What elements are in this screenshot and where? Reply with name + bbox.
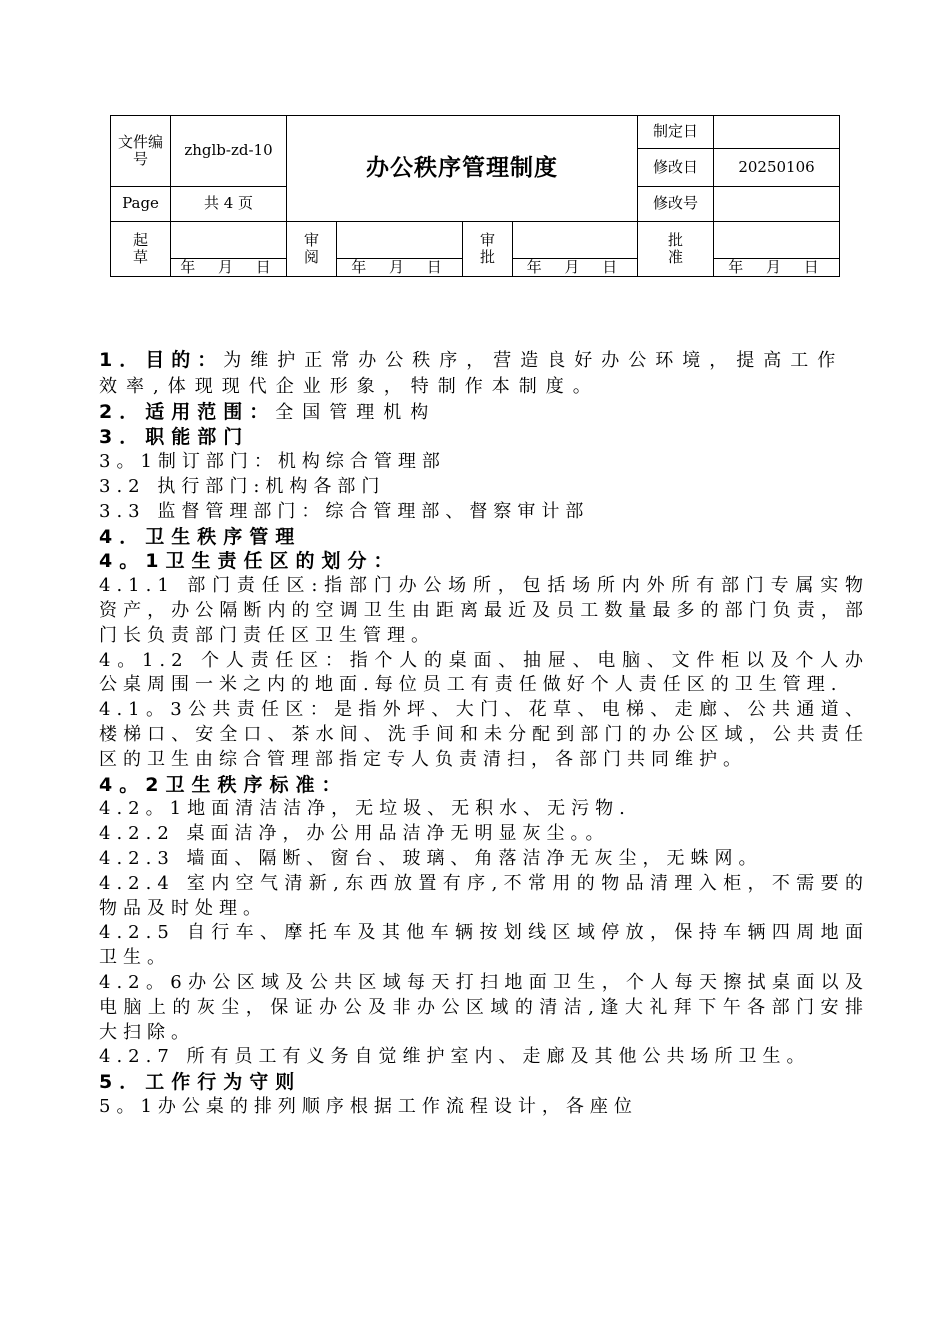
created-date-value bbox=[714, 116, 840, 149]
section-heading bbox=[99, 348, 869, 400]
section-heading bbox=[99, 400, 869, 426]
heading-rest: 全国管理机构 bbox=[275, 401, 438, 423]
revised-date-label: 修改日 bbox=[638, 149, 714, 187]
paragraph: 4.2.4 室内空气清新,东西放置有序,不常用的物品清理入柜，不需要的物品及时处理。 bbox=[99, 872, 869, 919]
paragraph: 4。1.2 个人责任区：指个人的桌面、抽屉、电脑、文件柜以及个人办公桌周围一米之内的地面.每位员工有责任做好个人责任区的卫生管理. bbox=[99, 649, 869, 696]
ratify-date: 年 月 日 bbox=[714, 259, 840, 277]
paragraph: 4.2。6办公区域及公共区域每天打扫地面卫生，个人每天擦拭桌面以及电脑上的灰尘，保证办公及非办公区域的清洁,逢大礼拜下午各部门安排大扫除。 bbox=[99, 971, 869, 1043]
paragraph: 4.2.2 桌面洁净，办公用品洁净无明显灰尘。。 bbox=[99, 823, 610, 845]
draft-label bbox=[111, 222, 171, 277]
paragraph: 4.2.5 自行车、摩托车及其他车辆按划线区域停放，保持车辆四周地面卫生。 bbox=[99, 922, 869, 969]
section-heading bbox=[99, 1070, 869, 1095]
draft-date: 年 月 日 bbox=[171, 259, 287, 277]
heading-text: 4。2卫生秩序标准： bbox=[99, 773, 348, 796]
paragraph: 5。1办公桌的排列顺序根据工作流程设计，各座位 bbox=[99, 1095, 638, 1117]
section-heading bbox=[99, 773, 869, 798]
heading-text: 4．卫生秩序管理 bbox=[99, 525, 302, 548]
document-header-table bbox=[110, 115, 840, 277]
paragraph: 4.2.7 所有员工有义务自觉维护室内、走廊及其他公共场所卫生。 bbox=[99, 1046, 811, 1068]
document-title: 办公秩序管理制度 bbox=[287, 116, 638, 222]
heading-text: 1．目的： bbox=[99, 349, 224, 371]
file-no-label: 文件编号 bbox=[111, 116, 171, 187]
review-date: 年 月 日 bbox=[337, 259, 463, 277]
review-signature-cell bbox=[337, 222, 463, 259]
paragraph: 4.2.3 墙面、隔断、窗台、玻璃、角落洁净无灰尘，无蛛网。 bbox=[99, 847, 763, 869]
page-value: 共 4 页 bbox=[171, 187, 287, 222]
document-body bbox=[99, 348, 869, 1120]
revision-no-value bbox=[714, 187, 840, 222]
section-heading bbox=[99, 549, 869, 574]
approve-label bbox=[463, 222, 513, 277]
revised-date-value: 20250106 bbox=[714, 149, 840, 187]
section-heading bbox=[99, 525, 869, 550]
file-no-value: zhglb-zd-10 bbox=[171, 116, 287, 187]
heading-text: 2．适用范围： bbox=[99, 400, 276, 423]
ratify-label-text: 批准 bbox=[667, 230, 683, 267]
revision-no-label: 修改号 bbox=[638, 187, 714, 222]
paragraph: 4.1.1 部门责任区:指部门办公场所，包括场所内外所有部门专属实物资产，办公隔断内的空调卫生由距离最近及员工数量最多的部门负责，部门长负责部门责任区卫生管理。 bbox=[99, 575, 869, 646]
ratify-signature-cell bbox=[714, 222, 840, 259]
heading-rest: 为维护正常办公秩序，营造良好办公环境，提高工作效率,体现现代企业形象，特制作本制度。 bbox=[99, 350, 845, 397]
heading-text: 5．工作行为守则 bbox=[99, 1071, 302, 1094]
review-label bbox=[287, 222, 337, 277]
paragraph: 4.1。3公共责任区：是指外坪、大门、花草、电梯、走廊、公共通道、楼梯口、安全口、茶水间、洗手间和未分配到部门的办公区域，公共责任区的卫生由综合管理部指定专人负责清扫，各部门共同维护。 bbox=[99, 699, 869, 770]
approve-date: 年 月 日 bbox=[513, 259, 638, 277]
section-heading bbox=[99, 425, 869, 450]
heading-text: 3．职能部门 bbox=[99, 426, 250, 449]
draft-label-text: 起草 bbox=[132, 230, 148, 267]
paragraph: 3。1制订部门：机构综合管理部 bbox=[99, 451, 446, 473]
created-date-label: 制定日 bbox=[638, 116, 714, 149]
heading-text: 4。1卫生责任区的划分： bbox=[99, 550, 400, 573]
paragraph: 3.2 执行部门:机构各部门 bbox=[99, 475, 386, 497]
paragraph: 3.3 监督管理部门：综合管理部、督察审计部 bbox=[99, 500, 590, 522]
ratify-label bbox=[638, 222, 714, 277]
paragraph: 4.2。1地面清洁洁净，无垃圾、无积水、无污物. bbox=[99, 798, 631, 820]
page-label: Page bbox=[111, 187, 171, 222]
draft-signature-cell bbox=[171, 222, 287, 259]
approve-label-text: 审批 bbox=[479, 230, 495, 267]
review-label-text: 审阅 bbox=[303, 230, 319, 267]
approve-signature-cell bbox=[513, 222, 638, 259]
